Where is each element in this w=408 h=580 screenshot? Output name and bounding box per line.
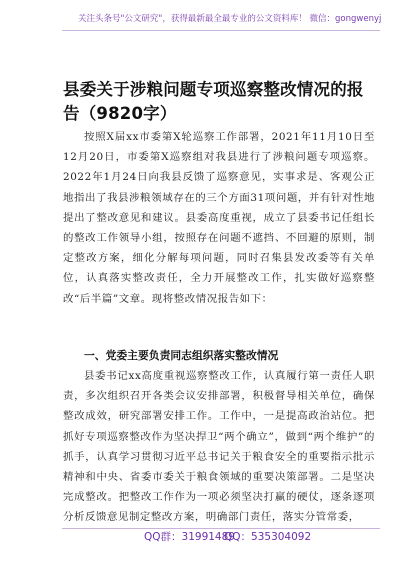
section-heading-1: 一、党委主要负责同志组织落实整改情况 bbox=[84, 349, 279, 362]
header-divider bbox=[62, 30, 380, 31]
header-promo-note: 关注头条号"公文研究"，获得最新最全最专业的公文资料库！ 微信：gongwenyj bbox=[78, 14, 382, 24]
footer bbox=[0, 529, 408, 547]
paragraph-section-1: 县委书记xx高度重视巡察整改工作，认真履行第一责任人职责，多次组织召开各类会议安排部署，积极督导相关单位，确保整改成效，研究部署安排工作。工作中，一是提高政治站位。把抓好专项巡察整改作为坚决捍卫“两个确立”，做到“两个维护”的抓手，认真学习贯彻习近平总书记关于粮食安全的重要指示批示精神和中央、省委市委关于粮食领域的重要决策部署。二是坚决完成整改。把整改工作作为一项必须坚决打赢的硬仗，逐条逐项分析反馈意见制定整改方案，明确部门责任，落实分管常委， bbox=[63, 370, 375, 524]
document-title: 县委关于涉粮问题专项巡察整改情况的报告（9820字） bbox=[63, 80, 364, 123]
paragraph-intro: 按照X届xx市委第X轮巡察工作部署，2021年11月10日至12月20日，市委第X巡察组对我县进行了涉粮问题专项巡察。2022年1月24日向我县反馈了巡察意见，实事求是、客观公正地指出了我县涉粮领域存在的三个方面31项问题，并有针对性地提出了整改意见和建议。县委高度重视，成立了县委书记任组长的整改工作领导小组，按照存在问题不遮挡、不回避的原则，制定整改方案，细化分解每项问题，同时召集县发改委等有关单位，认真落实整改责任，全力开展整改工作，扎实做好巡察整改“后半篇”文章。现将整改情况报告如下： bbox=[63, 131, 375, 305]
footer-qq-group: QQ群：31991489 bbox=[144, 531, 235, 543]
footer-qq-contact: QQ：535304092 bbox=[224, 531, 312, 543]
